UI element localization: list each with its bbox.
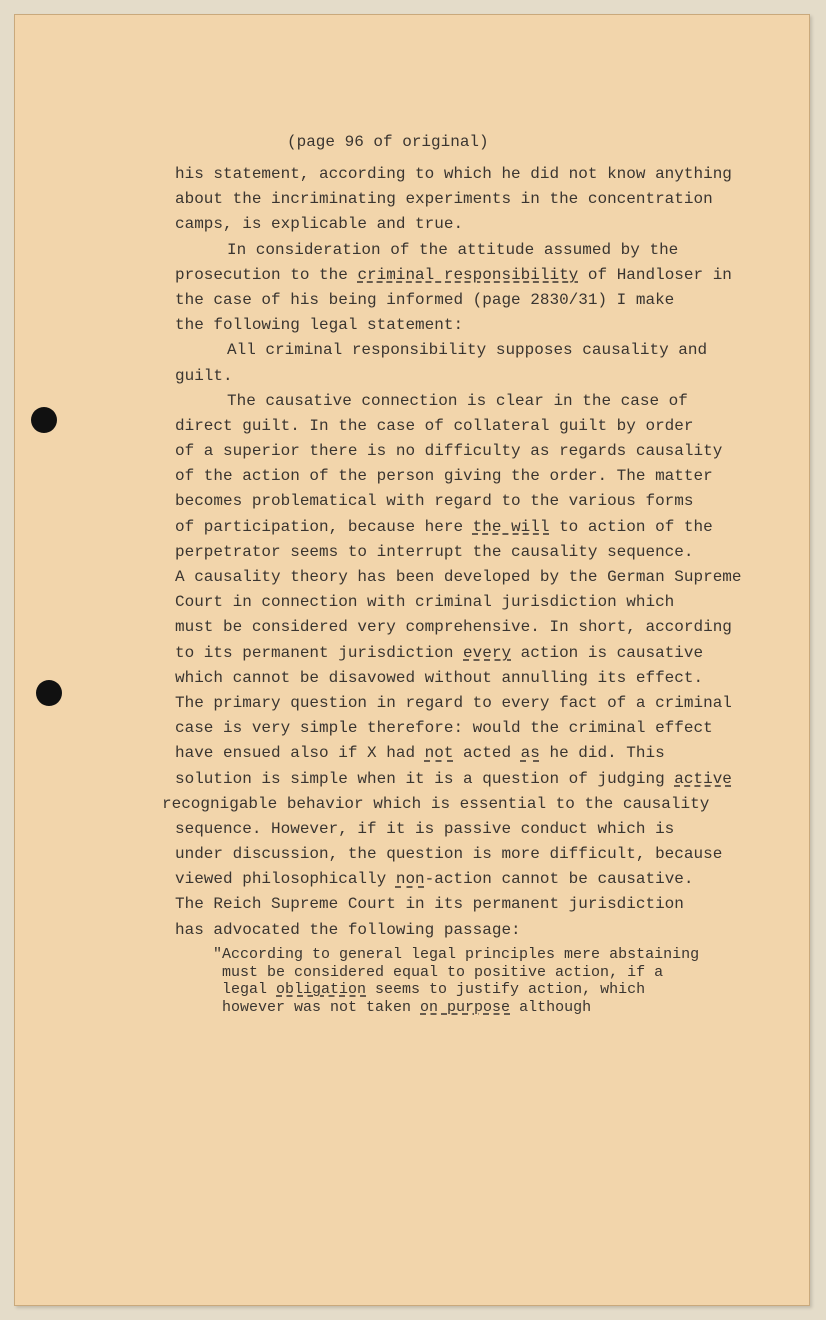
text-line: A causality theory has been developed by the German Supreme: [175, 568, 742, 586]
underlined-text: as: [520, 744, 540, 763]
underlined-text: criminal responsibility: [357, 265, 579, 284]
text-line: have ensued also if X had not acted as he did. This: [175, 744, 665, 763]
underlined-text: obligation: [276, 981, 367, 998]
text-line: becomes problematical with regard to the various forms: [175, 492, 694, 511]
quote-line: however was not taken on purpose although: [222, 998, 592, 1016]
underlined-text: on purpose: [420, 998, 511, 1016]
text-line: prosecution to the criminal responsibility of Handloser in: [175, 265, 732, 284]
text-line: In consideration of the attitude assumed by the: [227, 240, 679, 259]
text-line: of the action of the person giving the order. The matter: [175, 467, 713, 486]
text-line: about the incriminating experiments in the concentration: [175, 190, 713, 209]
text-line: sequence. However, if it is passive conduct which is: [175, 819, 675, 838]
text-line: recognigable behavior which is essential to the causality: [162, 794, 710, 813]
quote-line: must be considered equal to positive action, if a: [222, 963, 664, 981]
text-line: solution is simple when it is a question of judging active: [175, 769, 732, 788]
text-line: Court in connection with criminal jurisdiction which: [175, 593, 675, 612]
text-line: of participation, because here the will to action of the: [175, 517, 713, 536]
punch-hole-bottom: [36, 680, 62, 706]
text-line: The Reich Supreme Court in its permanent jurisdiction: [175, 895, 684, 914]
text-line: direct guilt. In the case of collateral guilt by order: [175, 416, 694, 435]
underlined-text: every: [463, 643, 512, 662]
text-line: the case of his being informed (page 2830/31) I make: [175, 290, 675, 309]
text-line: must be considered very comprehensive. In short, according: [175, 618, 732, 637]
text-line: All criminal responsibility supposes causality and: [227, 341, 708, 360]
text-line: which cannot be disavowed without annulling its effect.: [175, 668, 704, 687]
underlined-text: non: [395, 870, 425, 889]
underlined-text: active: [674, 769, 732, 788]
page-header: (page 96 of original): [287, 133, 489, 151]
text-line: perpetrator seems to interrupt the causality sequence.: [175, 542, 694, 561]
quote-line: legal obligation seems to justify action, which: [222, 981, 646, 998]
text-line: his statement, according to which he did not know anything: [175, 165, 732, 183]
text-line: guilt.: [175, 366, 233, 385]
document-body: [162, 162, 785, 943]
block-quote: [213, 946, 783, 1016]
punch-hole-top: [31, 407, 57, 433]
text-line: The causative connection is clear in the case of: [227, 391, 688, 410]
text-line: has advocated the following passage:: [175, 920, 521, 939]
text-line: case is very simple therefore: would the criminal effect: [175, 719, 713, 738]
underlined-text: the will: [472, 517, 550, 536]
text-line: under discussion, the question is more difficult, because: [175, 845, 723, 864]
quote-line: "According to general legal principles mere abstaining: [213, 946, 700, 963]
text-line: the following legal statement:: [175, 316, 464, 335]
underlined-text: not: [424, 744, 454, 763]
text-line: camps, is explicable and true.: [175, 215, 464, 234]
text-line: of a superior there is no difficulty as regards causality: [175, 442, 723, 461]
text-line: viewed philosophically non-action cannot be causative.: [175, 870, 694, 889]
text-line: The primary question in regard to every fact of a criminal: [175, 693, 732, 712]
text-line: to its permanent jurisdiction every action is causative: [175, 643, 704, 662]
